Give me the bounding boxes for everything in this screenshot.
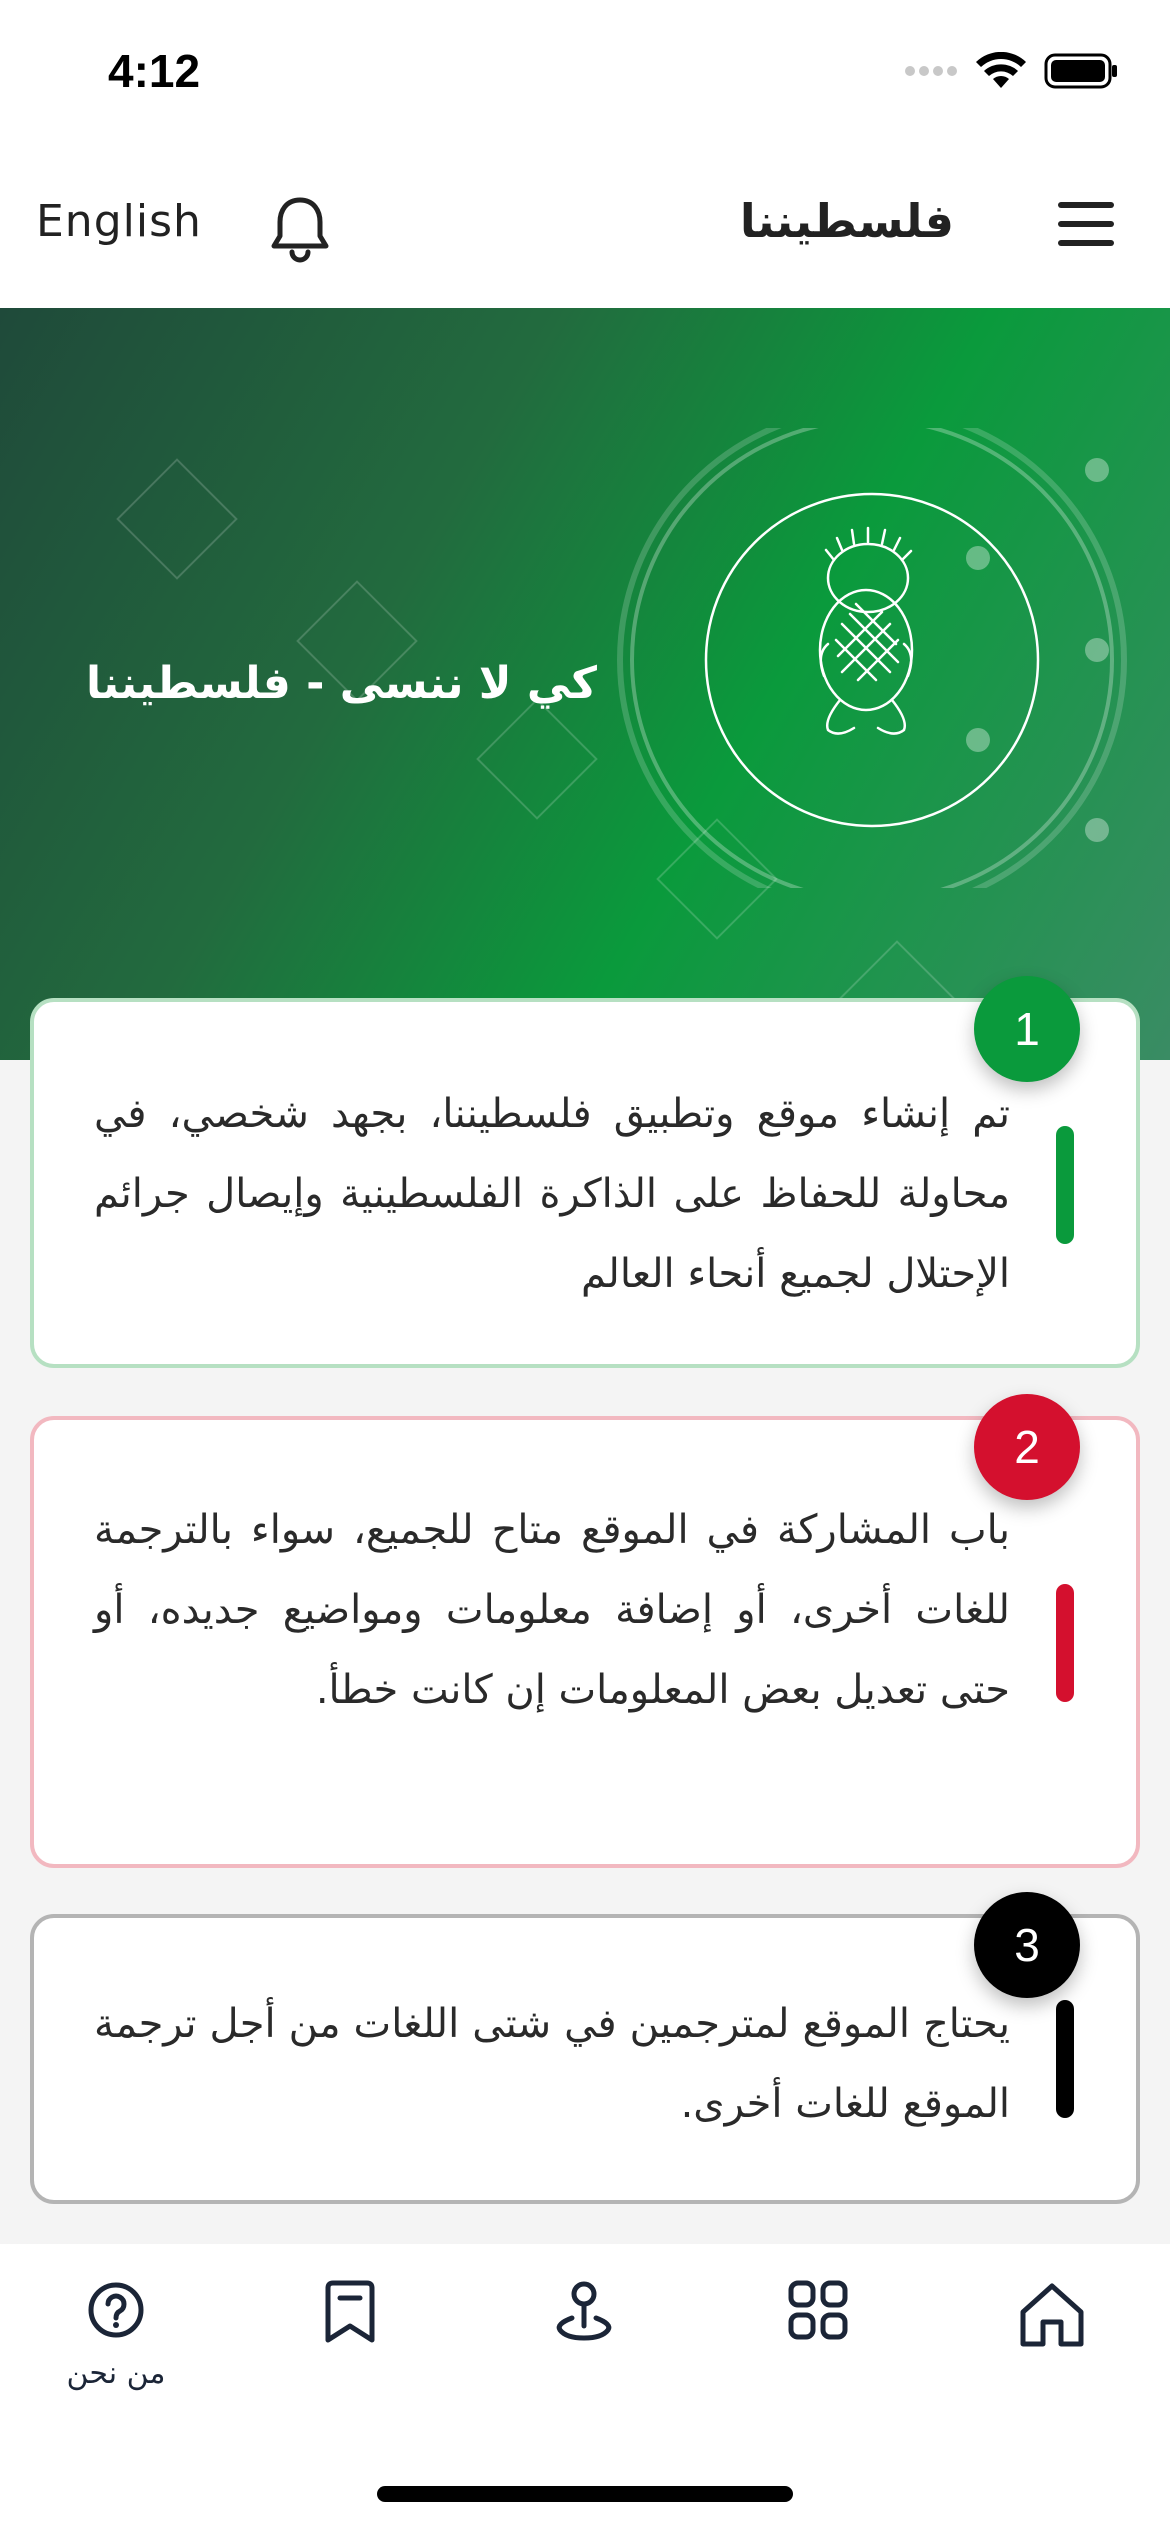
nav-item-bookmarks[interactable] xyxy=(260,2280,440,2440)
card-text: يحتاج الموقع لمترجمين في شتى اللغات من أجل ترجمة الموقع للغات أخرى. xyxy=(94,2001,1010,2127)
card-number-badge: 1 xyxy=(974,976,1080,1082)
home-indicator xyxy=(377,2486,793,2502)
bookmark-icon xyxy=(322,2280,378,2344)
app-header xyxy=(0,150,1170,308)
card-accent-bar xyxy=(1056,1126,1074,1244)
info-card-3 xyxy=(30,1914,1140,2204)
map-pin-icon xyxy=(552,2280,616,2344)
app-title: فلسطيننا xyxy=(739,194,954,248)
status-bar xyxy=(0,0,1170,150)
nav-item-categories[interactable] xyxy=(728,2280,908,2440)
decorative-diamond xyxy=(476,698,598,820)
hero-banner xyxy=(0,308,1170,1060)
info-card-2 xyxy=(30,1416,1140,1868)
menu-hamburger-icon[interactable] xyxy=(1058,202,1114,246)
card-number-badge: 2 xyxy=(974,1394,1080,1500)
nav-item-about[interactable] xyxy=(26,2280,206,2440)
nav-item-map[interactable] xyxy=(494,2280,674,2440)
hero-tagline: كي لا ننسى - فلسطيننا xyxy=(86,658,597,709)
status-icons xyxy=(904,52,1118,90)
cellular-signal-icon xyxy=(904,64,958,78)
info-card-1 xyxy=(30,998,1140,1368)
card-text: باب المشاركة في الموقع متاح للجميع، سواء بالترجمة للغات أخرى، أو إضافة معلومات ومواضيع جديده، أو حتى تعديل بعض المعلومات إن كانت خطأ. xyxy=(94,1507,1010,1713)
notification-bell-icon[interactable] xyxy=(268,194,332,264)
decorative-diamond xyxy=(116,458,238,580)
language-toggle-button[interactable]: English xyxy=(36,196,202,247)
card-accent-bar xyxy=(1056,1584,1074,1702)
handala-emblem-icon xyxy=(610,428,1130,888)
about-icon xyxy=(86,2280,146,2340)
status-time: 4:12 xyxy=(108,45,201,97)
card-text: تم إنشاء موقع وتطبيق فلسطيننا، بجهد شخصي، في محاولة للحفاظ على الذاكرة الفلسطينية وإيصال جرائم الإحتلال لجميع أنحاء العالم xyxy=(94,1091,1010,1297)
card-number-badge: 3 xyxy=(974,1892,1080,1998)
home-icon xyxy=(1017,2280,1087,2350)
wifi-icon xyxy=(976,52,1026,90)
card-accent-bar xyxy=(1056,2000,1074,2118)
nav-item-home[interactable] xyxy=(962,2280,1142,2440)
battery-icon xyxy=(1044,53,1118,89)
grid-icon xyxy=(788,2280,848,2340)
nav-label-about: من نحن xyxy=(66,2356,166,2391)
